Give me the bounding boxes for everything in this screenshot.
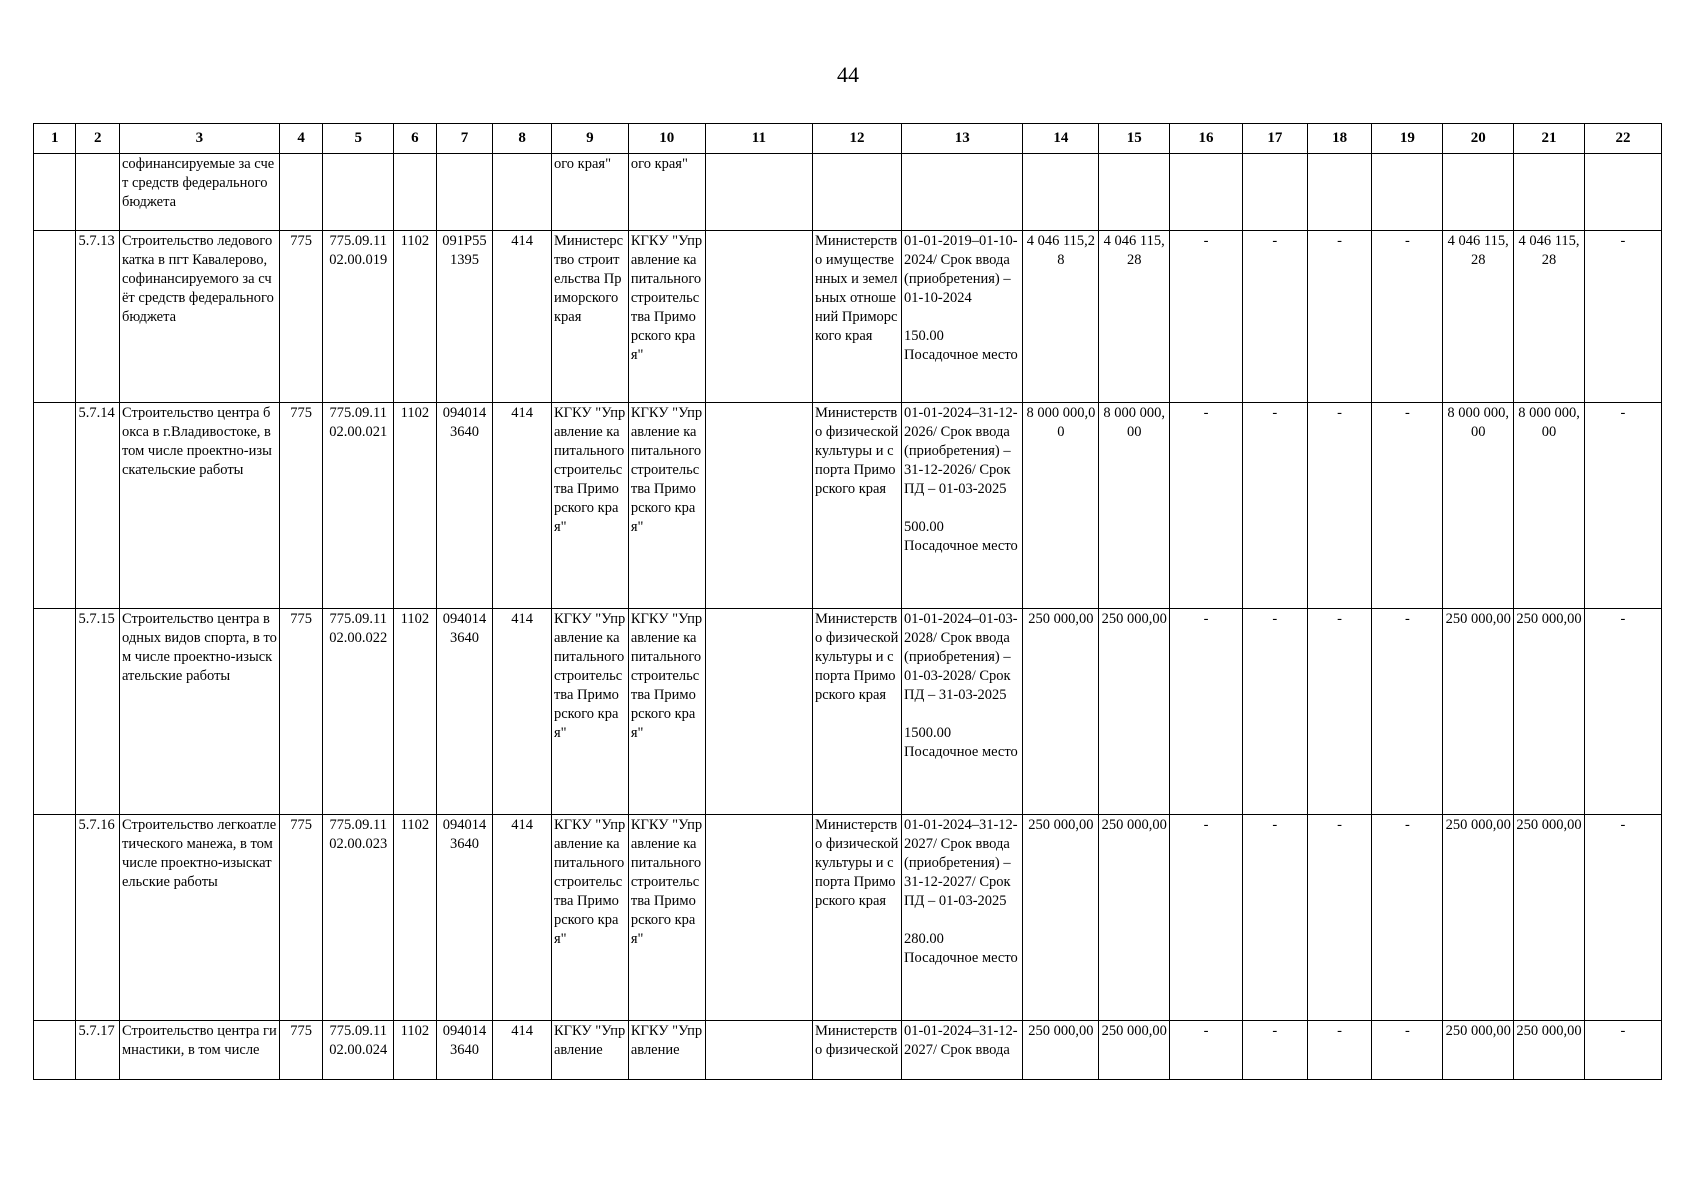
cell-item-number: 5.7.14 [76, 403, 120, 609]
cell-col-21: 250 000,00 [1514, 815, 1585, 1021]
cell-col-13-capacity: 280.00 [904, 931, 944, 947]
table-row [34, 154, 1662, 231]
cell-item-number [76, 154, 120, 231]
cell-col-13 [902, 154, 1023, 231]
cell-col-13-unit: Посадочное место [904, 744, 1018, 760]
cell-col-5: 775.09.11 02.00.023 [323, 815, 394, 1021]
cell-col-14: 4 046 115,28 [1023, 231, 1099, 403]
cell-col-12: Министерство физической культуры и спорта Приморского края [813, 609, 902, 815]
cell-col-13 [902, 609, 1023, 815]
cell-col-4: 775 [279, 403, 323, 609]
cell-col-19: - [1372, 231, 1443, 403]
cell-item-number: 5.7.13 [76, 231, 120, 403]
cell-col-16: - [1170, 815, 1243, 1021]
cell-col-6: 1102 [394, 815, 436, 1021]
cell-col-7: 094014 3640 [436, 1021, 493, 1080]
cell-col-8: 414 [493, 403, 552, 609]
column-header: 18 [1307, 124, 1372, 154]
cell-col-13 [902, 1021, 1023, 1080]
cell-col-12: Министерство физической культуры и спорта Приморского края [813, 403, 902, 609]
table-row [34, 403, 1662, 609]
cell-col-11 [705, 609, 812, 815]
cell-col-18: - [1307, 231, 1372, 403]
cell-col-7 [436, 154, 493, 231]
cell-col-5 [323, 154, 394, 231]
cell-col-15 [1099, 154, 1170, 231]
cell-object-name: Строительство центра водных видов спорта, в том числе проектно-изыскательские работы [119, 609, 279, 815]
cell-col-19 [1372, 154, 1443, 231]
cell-col-9: КГКУ "Управление капитального строительства Приморского края" [551, 403, 628, 609]
cell-col-13-dates: 01-01-2019–01-10-2024/ Срок ввода (приобретения) – 01-10-2024 [904, 233, 1018, 306]
cell-col-5: 775.09.11 02.00.019 [323, 231, 394, 403]
cell-col-15: 250 000,00 [1099, 815, 1170, 1021]
cell-col-1 [34, 815, 76, 1021]
cell-col-17: - [1242, 1021, 1307, 1080]
cell-col-19: - [1372, 609, 1443, 815]
cell-col-5: 775.09.11 02.00.024 [323, 1021, 394, 1080]
cell-col-13-unit: Посадочное место [904, 950, 1018, 966]
cell-col-15: 8 000 000,00 [1099, 403, 1170, 609]
cell-col-9: КГКУ "Управление капитального строительства Приморского края" [551, 815, 628, 1021]
cell-object-name: софинансируемые за счет средств федерального бюджета [119, 154, 279, 231]
cell-col-12: Министерство физической культуры и спорта Приморского края [813, 815, 902, 1021]
cell-col-9: Министерство строительства Приморского края [551, 231, 628, 403]
cell-col-11 [705, 154, 812, 231]
cell-col-22: - [1584, 1021, 1661, 1080]
cell-col-17: - [1242, 403, 1307, 609]
cell-col-18: - [1307, 403, 1372, 609]
cell-col-13-capacity: 1500.00 [904, 725, 952, 741]
cell-object-name: Строительство центра бокса в г.Владивостоке, в том числе проектно-изыскательские работы [119, 403, 279, 609]
cell-col-18: - [1307, 815, 1372, 1021]
cell-object-name: Строительство центра гимнастики, в том числе [119, 1021, 279, 1080]
cell-col-8: 414 [493, 1021, 552, 1080]
cell-col-13-dates: 01-01-2024–31-12-2027/ Срок ввода (приобретения) – 31-12-2027/ Срок ПД – 01-03-2025 [904, 817, 1018, 909]
column-header: 11 [705, 124, 812, 154]
cell-col-12: Министерство имущественных и земельных отношений Приморского края [813, 231, 902, 403]
cell-item-number: 5.7.15 [76, 609, 120, 815]
cell-col-14: 250 000,00 [1023, 609, 1099, 815]
column-header: 16 [1170, 124, 1243, 154]
cell-col-21: 8 000 000,00 [1514, 403, 1585, 609]
column-header: 20 [1443, 124, 1514, 154]
column-header: 3 [119, 124, 279, 154]
cell-col-7: 094014 3640 [436, 815, 493, 1021]
cell-col-10: ого края" [628, 154, 705, 231]
cell-col-14: 250 000,00 [1023, 1021, 1099, 1080]
cell-col-19: - [1372, 1021, 1443, 1080]
column-header: 8 [493, 124, 552, 154]
column-header: 1 [34, 124, 76, 154]
cell-col-6 [394, 154, 436, 231]
column-header: 17 [1242, 124, 1307, 154]
header-row [34, 124, 1662, 154]
cell-col-4: 775 [279, 1021, 323, 1080]
cell-col-14 [1023, 154, 1099, 231]
cell-col-1 [34, 154, 76, 231]
cell-col-12: Министерство физической [813, 1021, 902, 1080]
cell-col-4 [279, 154, 323, 231]
cell-col-1 [34, 1021, 76, 1080]
column-header: 19 [1372, 124, 1443, 154]
cell-col-7: 094014 3640 [436, 609, 493, 815]
cell-col-14: 8 000 000,00 [1023, 403, 1099, 609]
cell-col-15: 4 046 115,28 [1099, 231, 1170, 403]
column-header: 7 [436, 124, 493, 154]
cell-col-9: КГКУ "Управление капитального строительства Приморского края" [551, 609, 628, 815]
cell-col-7: 091P55 1395 [436, 231, 493, 403]
cell-col-5: 775.09.11 02.00.022 [323, 609, 394, 815]
cell-col-8 [493, 154, 552, 231]
cell-col-18 [1307, 154, 1372, 231]
column-header: 4 [279, 124, 323, 154]
cell-col-20: 250 000,00 [1443, 609, 1514, 815]
cell-col-10: КГКУ "Управление капитального строительства Приморского края" [628, 815, 705, 1021]
cell-col-12 [813, 154, 902, 231]
cell-col-21 [1514, 154, 1585, 231]
cell-col-16: - [1170, 403, 1243, 609]
cell-col-21: 250 000,00 [1514, 1021, 1585, 1080]
cell-col-8: 414 [493, 231, 552, 403]
cell-col-13 [902, 231, 1023, 403]
cell-col-19: - [1372, 403, 1443, 609]
cell-col-20: 250 000,00 [1443, 815, 1514, 1021]
cell-col-21: 250 000,00 [1514, 609, 1585, 815]
table-row [34, 231, 1662, 403]
cell-col-14: 250 000,00 [1023, 815, 1099, 1021]
cell-col-11 [705, 1021, 812, 1080]
cell-col-13 [902, 403, 1023, 609]
column-header: 10 [628, 124, 705, 154]
cell-col-13-dates: 01-01-2024–31-12-2027/ Срок ввода [904, 1023, 1018, 1058]
cell-col-1 [34, 609, 76, 815]
cell-item-number: 5.7.17 [76, 1021, 120, 1080]
cell-col-5: 775.09.11 02.00.021 [323, 403, 394, 609]
cell-item-number: 5.7.16 [76, 815, 120, 1021]
cell-col-8: 414 [493, 815, 552, 1021]
cell-col-11 [705, 403, 812, 609]
cell-col-20 [1443, 154, 1514, 231]
cell-col-7: 094014 3640 [436, 403, 493, 609]
cell-col-8: 414 [493, 609, 552, 815]
cell-col-13-unit: Посадочное место [904, 538, 1018, 554]
cell-col-18: - [1307, 609, 1372, 815]
cell-col-15: 250 000,00 [1099, 1021, 1170, 1080]
column-header: 9 [551, 124, 628, 154]
cell-col-9: КГКУ "Управление [551, 1021, 628, 1080]
table-row [34, 815, 1662, 1021]
cell-col-16 [1170, 154, 1243, 231]
cell-col-16: - [1170, 1021, 1243, 1080]
cell-col-6: 1102 [394, 1021, 436, 1080]
cell-col-17 [1242, 154, 1307, 231]
column-header: 2 [76, 124, 120, 154]
cell-col-16: - [1170, 609, 1243, 815]
cell-col-17: - [1242, 609, 1307, 815]
cell-col-10: КГКУ "Управление капитального строительства Приморского края" [628, 403, 705, 609]
column-header: 22 [1584, 124, 1661, 154]
cell-col-13 [902, 815, 1023, 1021]
cell-col-13-dates: 01-01-2024–01-03-2028/ Срок ввода (приобретения) – 01-03-2028/ Срок ПД – 31-03-2025 [904, 611, 1018, 703]
column-header: 14 [1023, 124, 1099, 154]
cell-col-13-capacity: 150.00 [904, 328, 944, 344]
cell-col-6: 1102 [394, 403, 436, 609]
cell-col-22 [1584, 154, 1661, 231]
cell-object-name: Строительство легкоатлетического манежа, в том числе проектно-изыскательские работы [119, 815, 279, 1021]
cell-col-20: 250 000,00 [1443, 1021, 1514, 1080]
page-number: 44 [837, 62, 859, 87]
cell-col-13-dates: 01-01-2024–31-12-2026/ Срок ввода (приобретения) – 31-12-2026/ Срок ПД – 01-03-2025 [904, 405, 1018, 497]
cell-object-name: Строительство ледового катка в пгт Кавалерово, софинансируемого за счёт средств федерального бюджета [119, 231, 279, 403]
cell-col-20: 4 046 115,28 [1443, 231, 1514, 403]
cell-col-4: 775 [279, 609, 323, 815]
cell-col-11 [705, 815, 812, 1021]
cell-col-9: ого края" [551, 154, 628, 231]
cell-col-6: 1102 [394, 231, 436, 403]
cell-col-19: - [1372, 815, 1443, 1021]
cell-col-16: - [1170, 231, 1243, 403]
cell-col-17: - [1242, 815, 1307, 1021]
cell-col-17: - [1242, 231, 1307, 403]
cell-col-21: 4 046 115,28 [1514, 231, 1585, 403]
column-header: 12 [813, 124, 902, 154]
table-row [34, 1021, 1662, 1080]
cell-col-22: - [1584, 609, 1661, 815]
cell-col-22: - [1584, 815, 1661, 1021]
cell-col-10: КГКУ "Управление капитального строительства Приморского края" [628, 231, 705, 403]
data-table [33, 123, 1662, 1080]
cell-col-15: 250 000,00 [1099, 609, 1170, 815]
cell-col-22: - [1584, 403, 1661, 609]
column-header: 13 [902, 124, 1023, 154]
cell-col-13-unit: Посадочное место [904, 347, 1018, 363]
column-header: 6 [394, 124, 436, 154]
cell-col-11 [705, 231, 812, 403]
cell-col-6: 1102 [394, 609, 436, 815]
cell-col-1 [34, 403, 76, 609]
table-row [34, 609, 1662, 815]
column-header: 15 [1099, 124, 1170, 154]
column-header: 5 [323, 124, 394, 154]
cell-col-13-capacity: 500.00 [904, 519, 944, 535]
cell-col-18: - [1307, 1021, 1372, 1080]
cell-col-20: 8 000 000,00 [1443, 403, 1514, 609]
column-header: 21 [1514, 124, 1585, 154]
cell-col-22: - [1584, 231, 1661, 403]
cell-col-10: КГКУ "Управление капитального строительства Приморского края" [628, 609, 705, 815]
cell-col-4: 775 [279, 815, 323, 1021]
cell-col-4: 775 [279, 231, 323, 403]
cell-col-10: КГКУ "Управление [628, 1021, 705, 1080]
cell-col-1 [34, 231, 76, 403]
